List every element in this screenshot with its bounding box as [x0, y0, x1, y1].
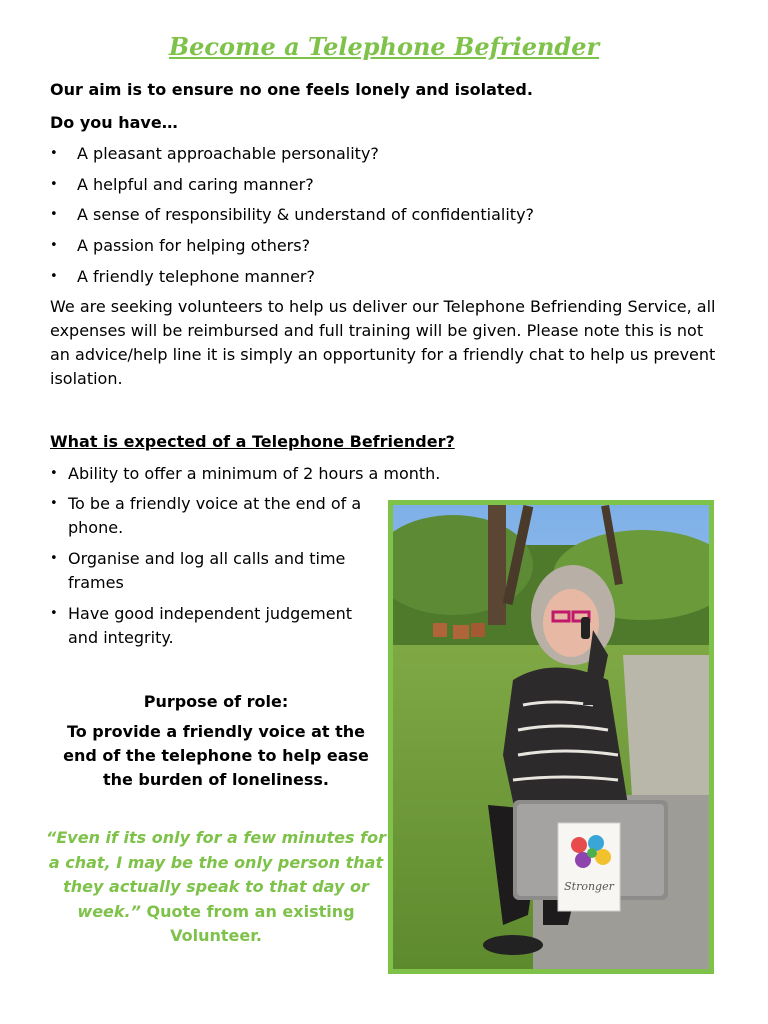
list-item — [50, 547, 380, 595]
list-item — [50, 462, 730, 486]
quote-text: “Even if its only for a few minutes for a chat, I may be the only person that they actually speak to that day or week.” — [46, 828, 386, 921]
expected-heading: What is expected of a Telephone Befriender? — [50, 432, 455, 451]
list-item — [50, 492, 380, 540]
list-item — [50, 265, 315, 289]
volunteer-photo — [388, 500, 714, 974]
list-item-text: • Organise and log all calls and time frames — [68, 549, 346, 592]
list-item-text: • A sense of responsibility & understand of confidentiality? — [77, 205, 535, 224]
list-item-text: • Have good independent judgement and integrity. — [68, 604, 353, 647]
list-item — [50, 602, 380, 650]
purpose-heading: Purpose of role: — [143, 692, 289, 711]
list-item-text: • To be a friendly voice at the end of a phone. — [68, 494, 362, 537]
quote-attribution: Quote from an existing Volunteer. — [146, 901, 355, 945]
sign-text: Stronger — [564, 880, 614, 893]
list-item-text: • A friendly telephone manner? — [77, 267, 315, 286]
intro-paragraph: We are seeking volunteers to help us deliver our Telephone Befriending Service, all expenses will be reimbursed and full training will be given. Please note this is not an advice/help line it is simply an opportunity for a friendly chat to help us prevent isolation. — [50, 297, 716, 388]
aim-statement: Our aim is to ensure no one feels lonely and isolated. — [50, 80, 533, 99]
page-title: Become a Telephone Befriender — [168, 32, 600, 61]
list-item — [50, 203, 534, 227]
list-item-text: • A pleasant approachable personality? — [77, 144, 379, 163]
volunteer-photo-illustration — [393, 505, 709, 969]
list-item — [50, 142, 379, 166]
list-item-text: • A passion for helping others? — [77, 236, 311, 255]
question-heading: Do you have… — [50, 113, 178, 132]
purpose-text: To provide a friendly voice at the end of the telephone to help ease the burden of loneliness. — [63, 722, 369, 789]
list-item — [50, 173, 314, 197]
list-item-text: • Ability to offer a minimum of 2 hours a month. — [68, 464, 441, 483]
list-item-text: • A helpful and caring manner? — [77, 175, 314, 194]
volunteer-quote — [46, 826, 386, 949]
list-item — [50, 234, 310, 258]
